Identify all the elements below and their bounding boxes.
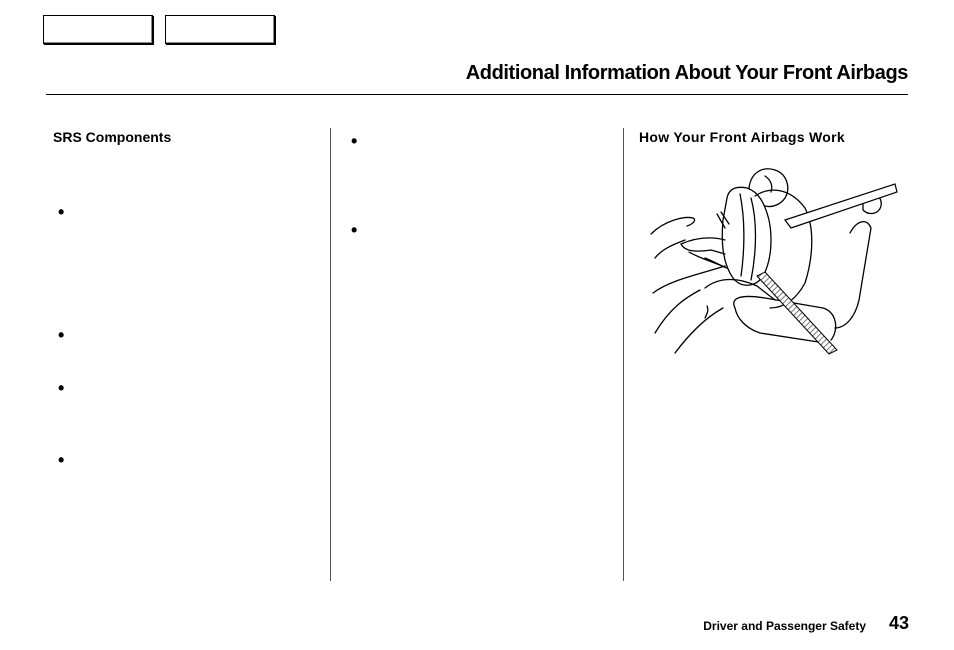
page-number: 43 xyxy=(888,613,909,633)
list-bullet: • xyxy=(58,325,65,345)
section-heading-how-airbags-work: How Your Front Airbags Work xyxy=(639,129,845,145)
list-bullet: • xyxy=(351,220,358,240)
airbag-deployment-illustration xyxy=(645,158,900,363)
column-divider xyxy=(623,128,624,581)
footer-section-name: Driver and Passenger Safety xyxy=(703,619,866,633)
next-page-button[interactable] xyxy=(165,15,275,44)
list-bullet: • xyxy=(58,378,65,398)
previous-page-button[interactable] xyxy=(43,15,153,44)
column-divider xyxy=(330,128,331,581)
list-bullet: • xyxy=(58,450,65,470)
page-title: Additional Information About Your Front Airbags xyxy=(465,62,908,84)
list-bullet: • xyxy=(58,202,65,222)
title-divider xyxy=(46,94,908,95)
list-bullet: • xyxy=(351,131,358,151)
section-heading-srs-components: SRS Components xyxy=(53,129,172,145)
